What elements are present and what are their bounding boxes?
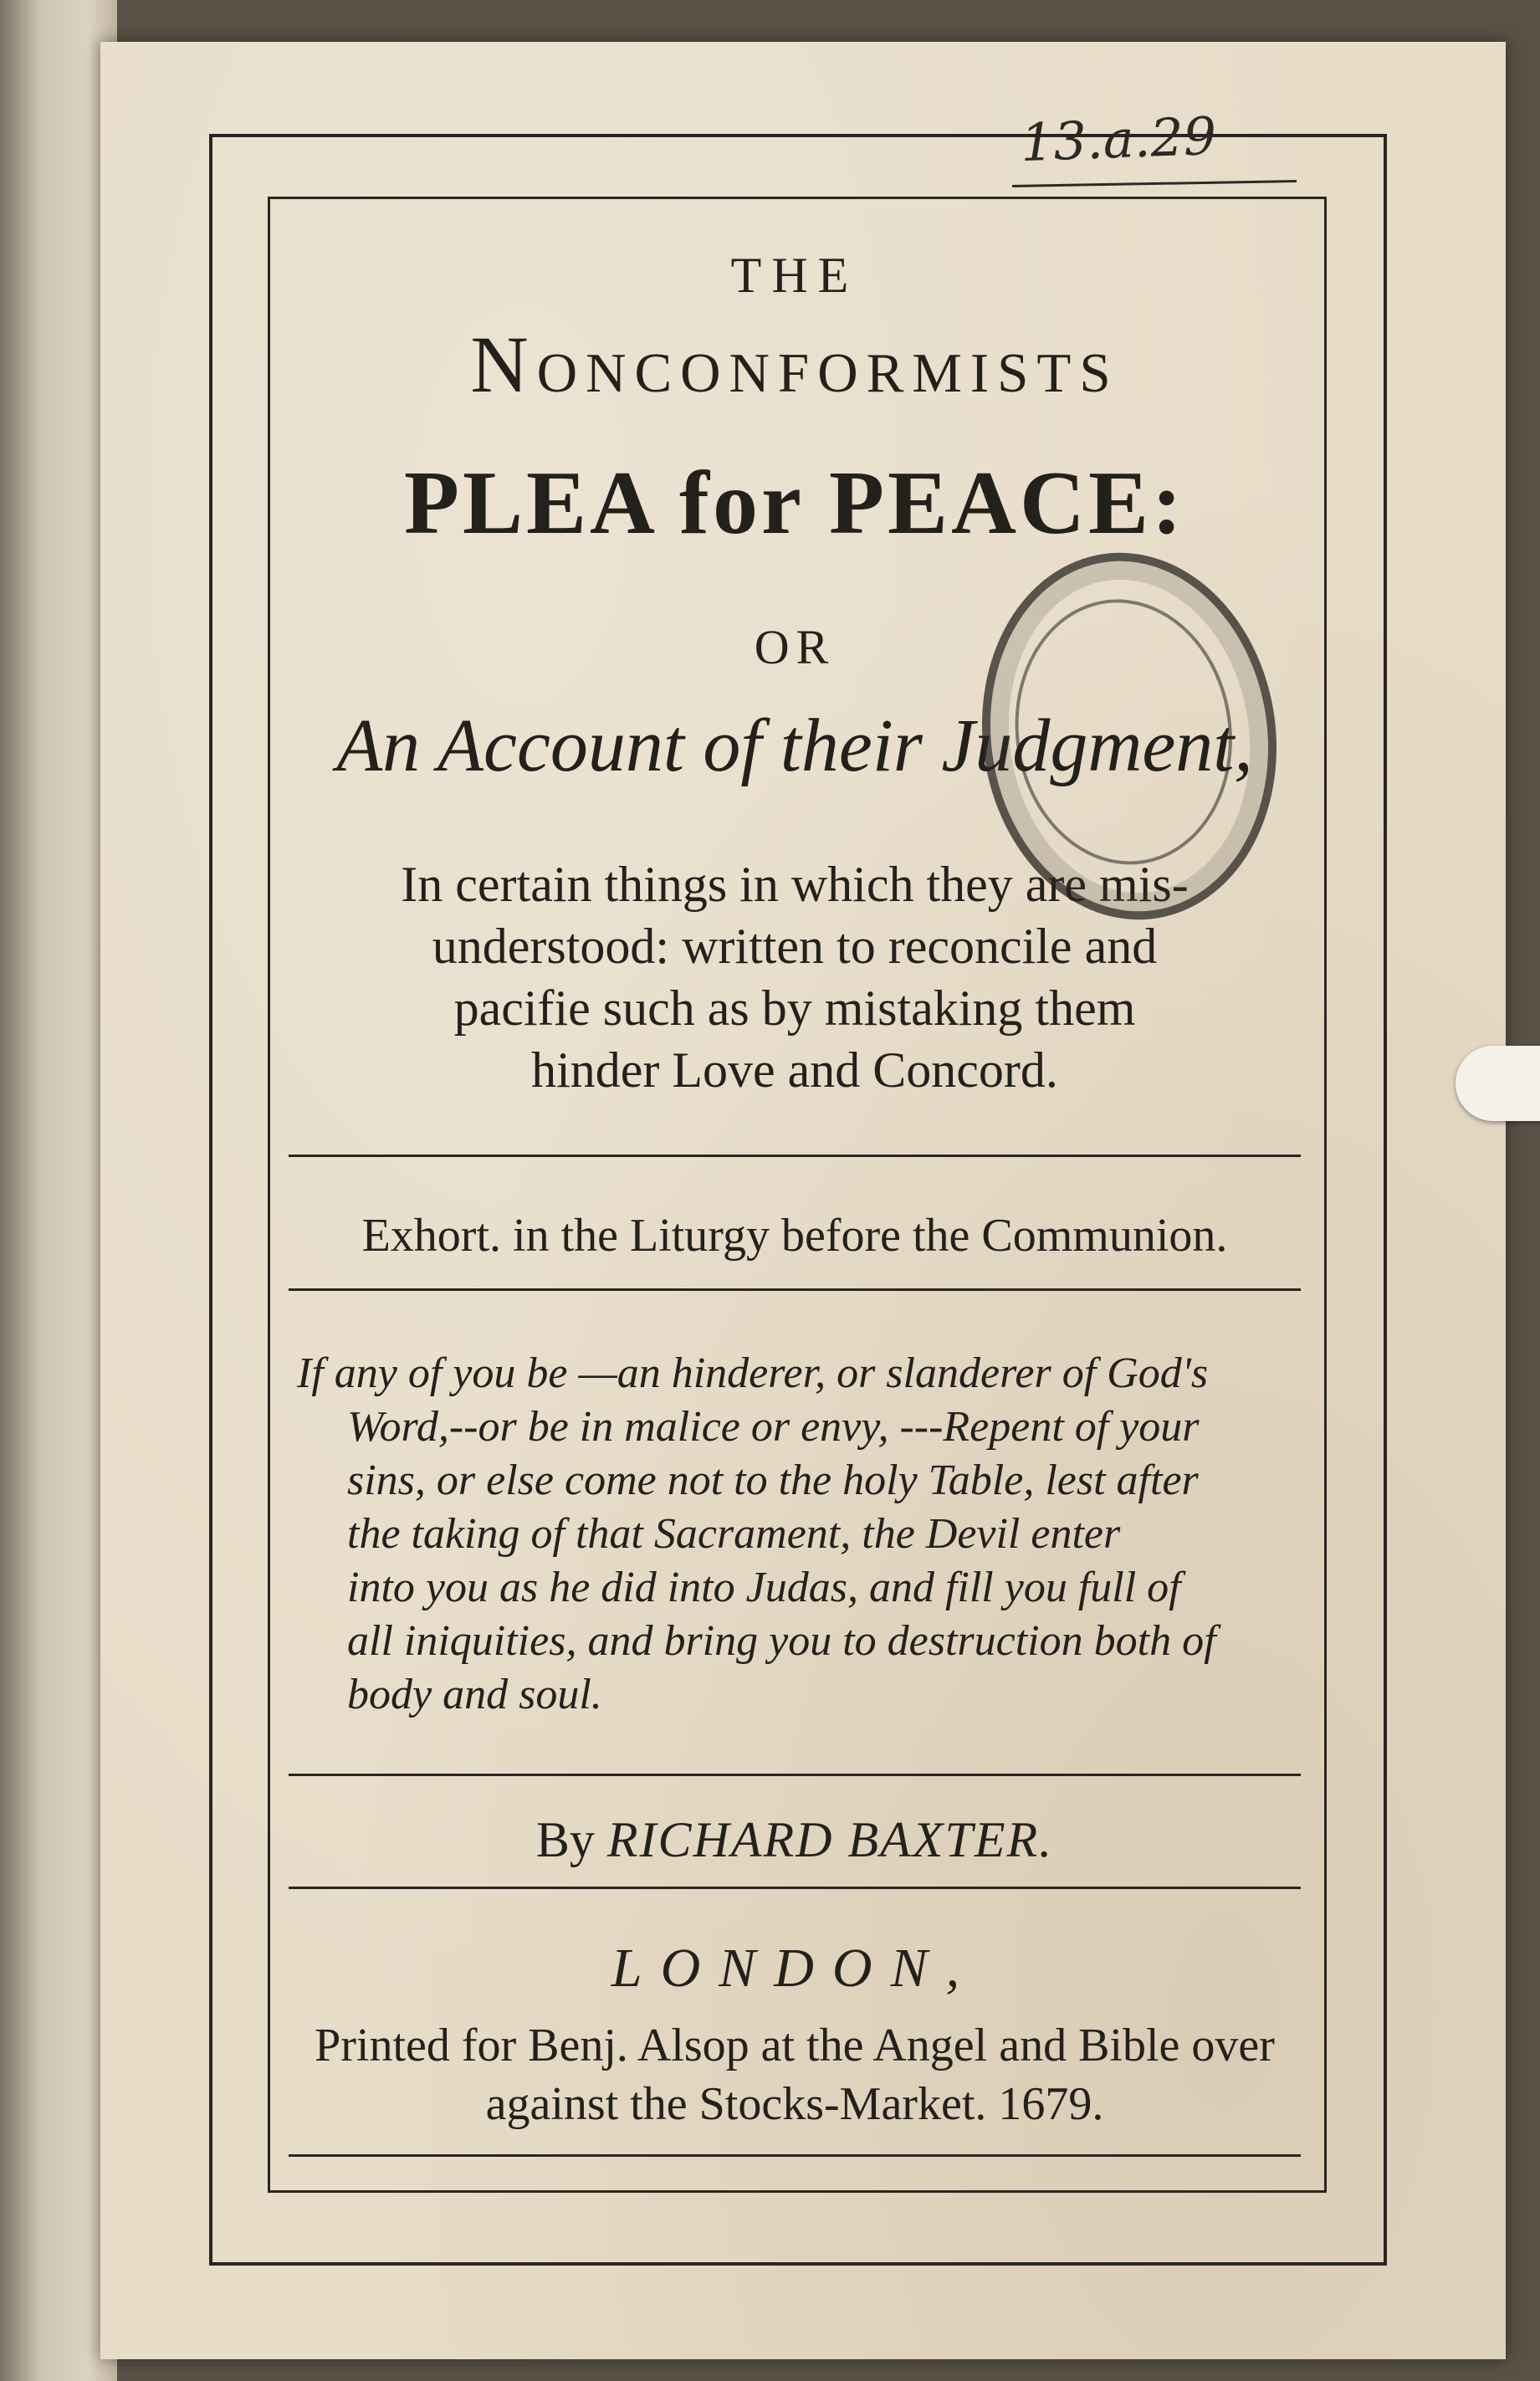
imprint-city: LONDON, — [611, 1938, 979, 1999]
subtitle-line: pacifie such as by mistaking them — [453, 981, 1136, 1036]
library-stamp-inner-ring — [998, 585, 1249, 878]
imprint-line: against the Stocks-Market. 1679. — [485, 2078, 1104, 2130]
title-page-text — [272, 201, 1317, 2184]
subtitle-line: understood: written to reconcile and — [432, 919, 1158, 974]
divider-rule — [289, 1288, 1301, 1291]
epigraph-source: Exhort. in the Liturgy before the Communion. — [361, 1210, 1228, 1262]
book-spine — [0, 0, 117, 2381]
quote-line: body and soul. — [347, 1671, 602, 1718]
epigraph-quote — [297, 1347, 1292, 1722]
author-line — [272, 1811, 1317, 1869]
title-nonconformists: Nonconformists — [470, 320, 1119, 409]
quote-line: Word,--or be in malice or envy, ---Repent of your — [347, 1403, 1200, 1451]
quote-line: the taking of that Sacrament, the Devil enter — [347, 1510, 1121, 1558]
bookmark-tab — [1456, 1046, 1540, 1121]
divider-rule — [289, 1155, 1301, 1157]
title-or: OR — [754, 620, 836, 674]
author-name: RICHARD BAXTER. — [606, 1812, 1054, 1867]
quote-line: If any of you be —an hinderer, or slanderer of God's — [297, 1349, 1209, 1397]
quote-line: all iniquities, and bring you to destruction both of — [347, 1617, 1216, 1665]
subtitle-line: In certain things in which they are mis- — [401, 857, 1189, 912]
quote-line: into you as he did into Judas, and fill you full of — [347, 1564, 1181, 1611]
author-prefix: By — [535, 1812, 595, 1867]
title-account: An Account of their Judgment, — [336, 704, 1253, 787]
divider-rule — [289, 1774, 1301, 1776]
title-plea: PLEA for PEACE: — [403, 453, 1186, 553]
quote-line: sins, or else come not to the holy Table, lest after — [347, 1457, 1199, 1504]
imprint — [272, 2016, 1317, 2133]
divider-rule — [289, 1887, 1301, 1889]
imprint-line: Printed for Benj. Alsop at the Angel and Bible over — [315, 2020, 1275, 2071]
divider-rule — [289, 2154, 1301, 2157]
subtitle-line: hinder Love and Concord. — [531, 1042, 1058, 1098]
shelfmark: 13.a.29 — [1019, 105, 1218, 174]
title-the: THE — [730, 248, 859, 303]
